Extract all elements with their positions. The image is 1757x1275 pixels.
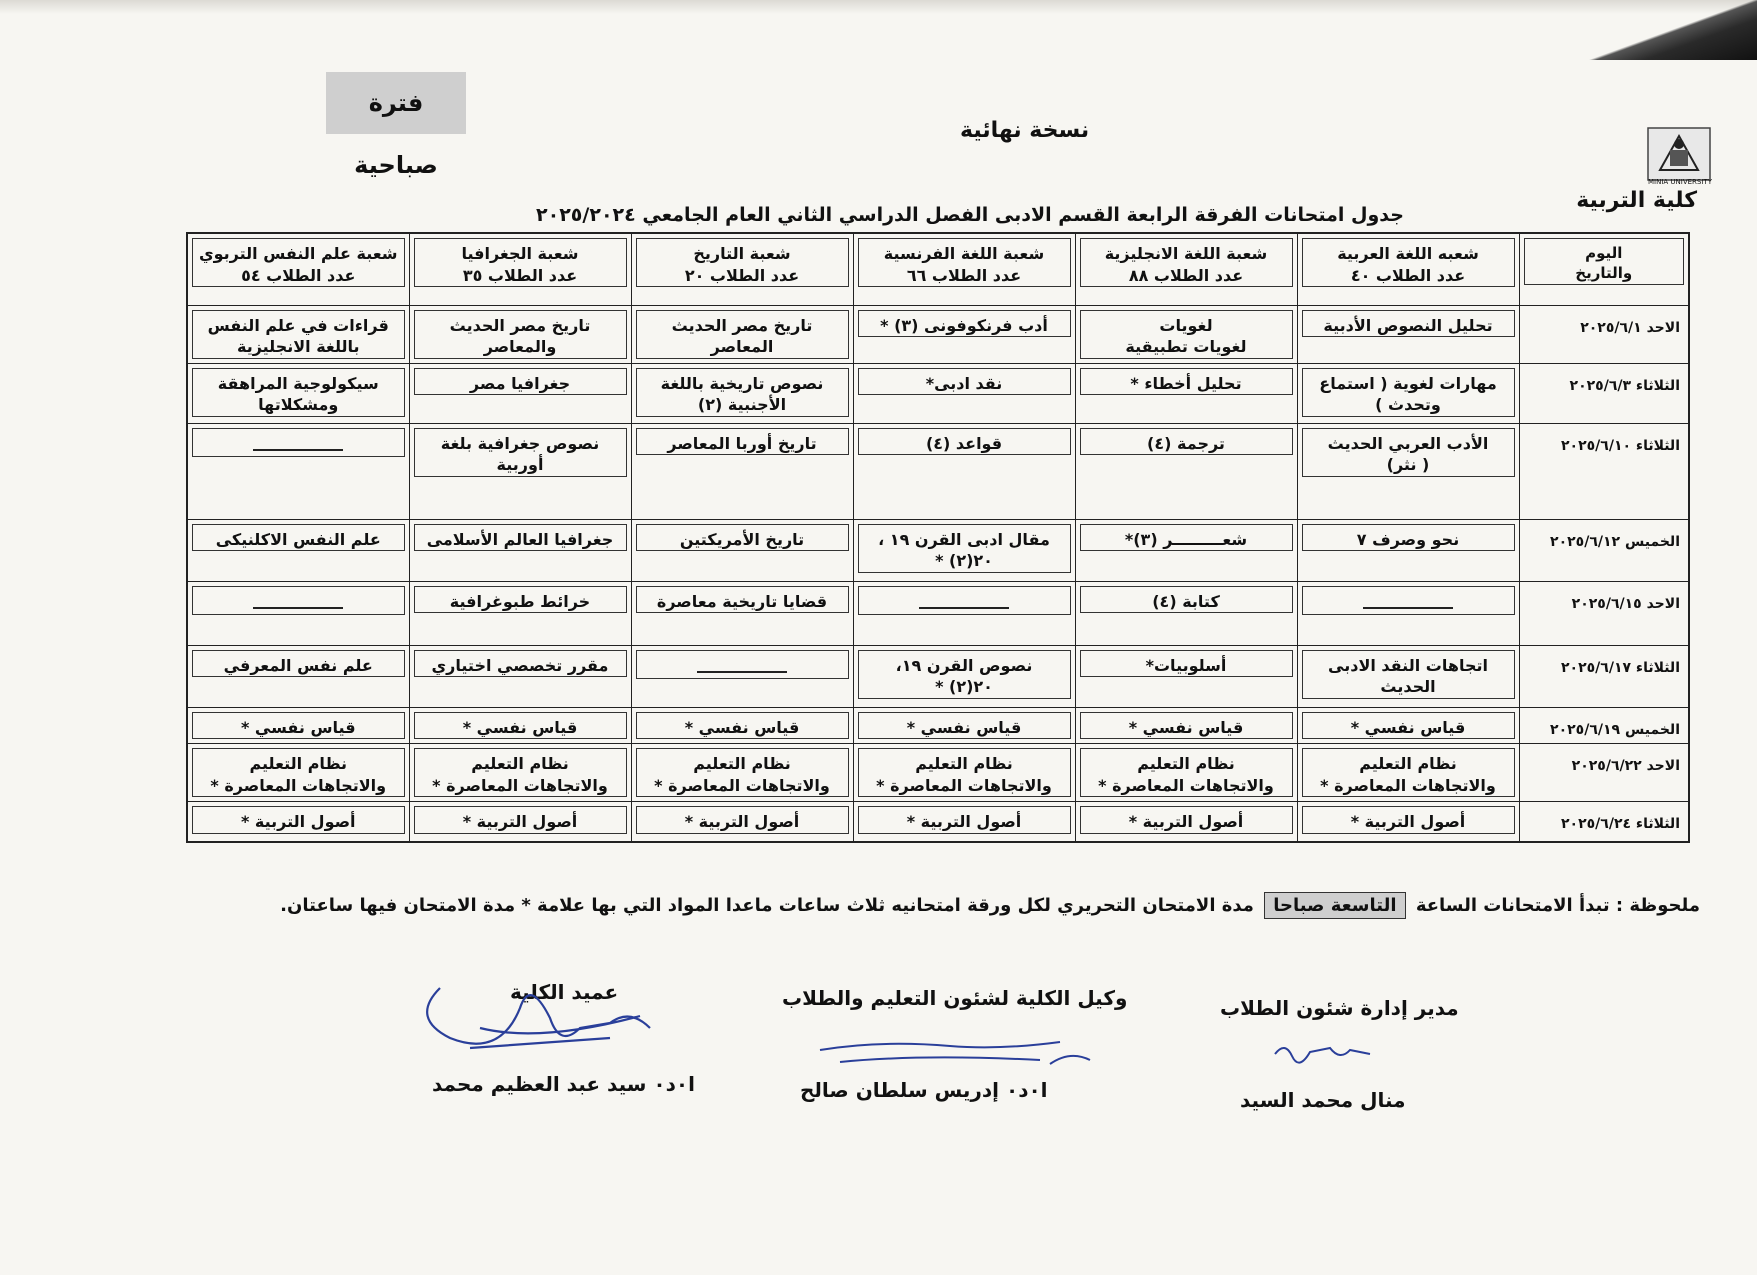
students-affairs-name: منال محمد السيد bbox=[1240, 1088, 1406, 1112]
dash-line bbox=[1363, 607, 1453, 609]
day-date-cell bbox=[1519, 645, 1689, 707]
table-row bbox=[187, 581, 1689, 645]
exam-cell bbox=[1075, 423, 1297, 519]
exam-cell bbox=[631, 707, 853, 744]
exam-cell bbox=[1297, 645, 1519, 707]
exam-cell bbox=[187, 519, 409, 581]
exam-cell bbox=[409, 707, 631, 744]
day-date-cell bbox=[1519, 363, 1689, 423]
exam-cell bbox=[1297, 581, 1519, 645]
table-row bbox=[187, 363, 1689, 423]
exam-subject: أصول التربية * bbox=[636, 806, 849, 834]
table-row bbox=[187, 744, 1689, 802]
dean-signature bbox=[410, 968, 680, 1078]
exam-subject: تاريخ مصر الحديث والمعاصر bbox=[414, 310, 627, 359]
exam-note bbox=[240, 892, 1700, 919]
exam-subject: نقد ادبى* bbox=[858, 368, 1071, 396]
exam-subject: نظام التعليم والاتجاهات المعاصرة * bbox=[636, 748, 849, 797]
exam-table bbox=[186, 232, 1690, 843]
exam-subject: أسلوبيات* bbox=[1080, 650, 1293, 678]
version-label: نسخة نهائية bbox=[960, 118, 1090, 143]
exam-cell bbox=[1075, 645, 1297, 707]
vice-dean-title: وكيل الكلية لشئون التعليم والطلاب bbox=[782, 986, 1128, 1010]
exam-subject: تاريخ مصر الحديث المعاصر bbox=[636, 310, 849, 359]
college-name: كلية التربية bbox=[1576, 188, 1697, 213]
exam-cell bbox=[1297, 305, 1519, 363]
vice-dean-signature bbox=[800, 1020, 1100, 1080]
exam-subject: شعـــــــــر (٣)* bbox=[1080, 524, 1293, 552]
exam-subject: أصول التربية * bbox=[414, 806, 627, 834]
exam-subject: خرائط طبوغرافية bbox=[414, 586, 627, 614]
day-date-cell bbox=[1519, 423, 1689, 519]
dean-title: عميد الكلية bbox=[510, 980, 619, 1004]
exam-subject: جغرافيا العالم الأسلامى bbox=[414, 524, 627, 552]
exam-subject: قضايا تاريخية معاصرة bbox=[636, 586, 849, 614]
table-row bbox=[187, 305, 1689, 363]
exam-cell bbox=[1297, 519, 1519, 581]
university-logo bbox=[1646, 126, 1712, 182]
no-exam-dash bbox=[192, 428, 405, 458]
page-corner-fold bbox=[1547, 0, 1757, 60]
exam-cell bbox=[1297, 423, 1519, 519]
exam-subject: اتجاهات النقد الادبى الحديث bbox=[1302, 650, 1515, 699]
dash-line bbox=[697, 671, 787, 673]
no-exam-dash bbox=[858, 586, 1071, 616]
exam-subject: الأدب العربي الحديث ( نثر) bbox=[1302, 428, 1515, 477]
exam-cell bbox=[631, 363, 853, 423]
day-date-label: الثلاثاء ٢٠٢٥/٦/١٧ bbox=[1561, 659, 1680, 676]
shift-label: فترة صباحية bbox=[326, 72, 466, 134]
day-date-label: الاحد ٢٠٢٥/٦/٢٢ bbox=[1571, 758, 1680, 775]
day-date-cell bbox=[1519, 707, 1689, 744]
exam-cell bbox=[631, 423, 853, 519]
exam-subject: أصول التربية * bbox=[1302, 806, 1515, 834]
exam-subject: تحليل النصوص الأدبية bbox=[1302, 310, 1515, 338]
exam-cell bbox=[1075, 363, 1297, 423]
students-affairs-title: مدير إدارة شئون الطلاب bbox=[1220, 996, 1459, 1020]
exam-subject: سيكولوجية المراهقة ومشكلاتها bbox=[192, 368, 405, 417]
exam-cell bbox=[1075, 305, 1297, 363]
exam-subject: لغويات لغويات تطبيقية bbox=[1080, 310, 1293, 359]
exam-cell bbox=[631, 519, 853, 581]
column-header-label: شعبة علم النفس التربوي عدد الطلاب ٥٤ bbox=[192, 238, 405, 287]
day-date-label: الاحد ٢٠٢٥/٦/١ bbox=[1580, 319, 1680, 336]
dean-name: ا٠د٠ سيد عبد العظيم محمد bbox=[432, 1072, 695, 1096]
exam-cell bbox=[409, 802, 631, 842]
exam-subject: جغرافيا مصر bbox=[414, 368, 627, 396]
exam-subject: ترجمة (٤) bbox=[1080, 428, 1293, 456]
exam-subject: أصول التربية * bbox=[1080, 806, 1293, 834]
exam-subject: نظام التعليم والاتجاهات المعاصرة * bbox=[858, 748, 1071, 797]
exam-subject: أصول التربية * bbox=[192, 806, 405, 834]
exam-cell bbox=[187, 707, 409, 744]
day-date-cell bbox=[1519, 519, 1689, 581]
exam-cell bbox=[1075, 744, 1297, 802]
exam-subject: نظام التعليم والاتجاهات المعاصرة * bbox=[414, 748, 627, 797]
exam-subject: مقال ادبى القرن ١٩ ، ٢٠(٢) * bbox=[858, 524, 1071, 573]
exam-subject: نظام التعليم والاتجاهات المعاصرة * bbox=[1302, 748, 1515, 797]
exam-cell bbox=[187, 802, 409, 842]
exam-subject: قياس نفسي * bbox=[1080, 712, 1293, 740]
exam-subject: تاريخ الأمريكتين bbox=[636, 524, 849, 552]
column-header bbox=[1297, 233, 1519, 305]
exam-cell bbox=[1297, 707, 1519, 744]
column-header bbox=[631, 233, 853, 305]
exam-cell bbox=[1297, 802, 1519, 842]
exam-cell bbox=[187, 744, 409, 802]
exam-cell bbox=[853, 423, 1075, 519]
exam-subject: قياس نفسي * bbox=[858, 712, 1071, 740]
table-row bbox=[187, 423, 1689, 519]
exam-subject: علم النفس الاكلنيكى bbox=[192, 524, 405, 552]
exam-subject: مهارات لغوية ( استماع وتحدث ) bbox=[1302, 368, 1515, 417]
schedule-title: جدول امتحانات الفرقة الرابعة القسم الادبى الفصل الدراسي الثاني العام الجامعي ٢٠٢٥/٢٠٢٤ bbox=[536, 204, 1404, 226]
exam-cell bbox=[631, 645, 853, 707]
exam-cell bbox=[409, 645, 631, 707]
exam-subject: قياس نفسي * bbox=[636, 712, 849, 740]
dash-line bbox=[253, 607, 343, 609]
day-date-cell bbox=[1519, 802, 1689, 842]
column-header bbox=[187, 233, 409, 305]
exam-subject: تحليل أخطاء * bbox=[1080, 368, 1293, 396]
students-affairs-signature bbox=[1270, 1036, 1380, 1066]
exam-cell bbox=[409, 581, 631, 645]
exam-cell bbox=[631, 581, 853, 645]
note-suffix: مدة الامتحان التحريري لكل ورقة امتحانيه ثلاث ساعات ماعدا المواد التي بها علامة * مدة الامتحان فيها ساعتان. bbox=[280, 895, 1254, 916]
exam-cell bbox=[631, 802, 853, 842]
column-header bbox=[1075, 233, 1297, 305]
day-date-cell bbox=[1519, 305, 1689, 363]
exam-cell bbox=[409, 363, 631, 423]
column-header-label: شعبة اللغة الفرنسية عدد الطلاب ٦٦ bbox=[858, 238, 1071, 287]
exam-cell bbox=[853, 707, 1075, 744]
exam-cell bbox=[187, 363, 409, 423]
exam-cell bbox=[853, 744, 1075, 802]
scan-edge bbox=[0, 0, 1757, 14]
dash-line bbox=[253, 449, 343, 451]
column-header-label: شعبه اللغة العربية عدد الطلاب ٤٠ bbox=[1302, 238, 1515, 287]
column-header bbox=[409, 233, 631, 305]
exam-subject: مقرر تخصصي اختياري bbox=[414, 650, 627, 678]
exam-subject: تاريخ أوربا المعاصر bbox=[636, 428, 849, 456]
column-header-label: شعبة الجغرافيا عدد الطلاب ٣٥ bbox=[414, 238, 627, 287]
start-time-box: التاسعة صباحا bbox=[1264, 892, 1405, 919]
day-date-label: الخميس ٢٠٢٥/٦/١٢ bbox=[1550, 533, 1680, 550]
exam-cell bbox=[1075, 519, 1297, 581]
exam-subject: نحو وصرف ٧ bbox=[1302, 524, 1515, 552]
column-header bbox=[1519, 233, 1689, 305]
exam-cell bbox=[409, 519, 631, 581]
day-date-label: الثلاثاء ٢٠٢٥/٦/١٠ bbox=[1561, 437, 1680, 454]
exam-cell bbox=[1297, 363, 1519, 423]
exam-subject: قياس نفسي * bbox=[192, 712, 405, 740]
exam-subject: أدب فرنكوفونى (٣) * bbox=[858, 310, 1071, 338]
exam-cell bbox=[853, 519, 1075, 581]
exam-subject: نصوص القرن ١٩، ٢٠(٢) * bbox=[858, 650, 1071, 699]
dash-line bbox=[919, 607, 1009, 609]
exam-cell bbox=[1075, 707, 1297, 744]
day-date-label: الثلاثاء ٢٠٢٥/٦/٢٤ bbox=[1561, 816, 1680, 833]
no-exam-dash bbox=[636, 650, 849, 680]
exam-cell bbox=[187, 645, 409, 707]
table-row bbox=[187, 519, 1689, 581]
exam-cell bbox=[1075, 581, 1297, 645]
exam-subject: قياس نفسي * bbox=[1302, 712, 1515, 740]
exam-cell bbox=[853, 363, 1075, 423]
exam-cell bbox=[1297, 744, 1519, 802]
day-date-label: الثلاثاء ٢٠٢٥/٦/٣ bbox=[1569, 377, 1680, 394]
exam-subject: نظام التعليم والاتجاهات المعاصرة * bbox=[1080, 748, 1293, 797]
exam-subject: قراءات في علم النفس باللغة الانجليزية bbox=[192, 310, 405, 359]
exam-cell bbox=[409, 305, 631, 363]
table-row bbox=[187, 645, 1689, 707]
table-header-row bbox=[187, 233, 1689, 305]
exam-subject: نصوص تاريخية باللغة الأجنبية (٢) bbox=[636, 368, 849, 417]
column-header-label: شعبة اللغة الانجليزية عدد الطلاب ٨٨ bbox=[1080, 238, 1293, 287]
day-date-label: الخميس ٢٠٢٥/٦/١٩ bbox=[1550, 721, 1680, 738]
exam-subject: علم نفس المعرفي bbox=[192, 650, 405, 678]
exam-cell bbox=[853, 645, 1075, 707]
column-header-label: شعبة التاريخ عدد الطلاب ٢٠ bbox=[636, 238, 849, 287]
no-exam-dash bbox=[192, 586, 405, 616]
exam-cell bbox=[853, 581, 1075, 645]
day-date-label: الاحد ٢٠٢٥/٦/١٥ bbox=[1571, 595, 1680, 612]
column-header-label: اليوم والتاريخ bbox=[1524, 238, 1685, 285]
exam-cell bbox=[187, 305, 409, 363]
column-header bbox=[853, 233, 1075, 305]
exam-cell bbox=[409, 423, 631, 519]
exam-cell bbox=[631, 744, 853, 802]
table-row bbox=[187, 707, 1689, 744]
vice-dean-name: ا٠د٠ إدريس سلطان صالح bbox=[800, 1078, 1048, 1102]
exam-subject: قياس نفسي * bbox=[414, 712, 627, 740]
exam-subject: كتابة (٤) bbox=[1080, 586, 1293, 614]
logo-caption: MINIA UNIVERSITY bbox=[1648, 178, 1712, 186]
no-exam-dash bbox=[1302, 586, 1515, 616]
exam-subject: نظام التعليم والاتجاهات المعاصرة * bbox=[192, 748, 405, 797]
exam-subject: نصوص جغرافية بلغة أوربية bbox=[414, 428, 627, 477]
exam-cell bbox=[187, 423, 409, 519]
exam-cell bbox=[853, 802, 1075, 842]
exam-cell bbox=[409, 744, 631, 802]
exam-cell bbox=[187, 581, 409, 645]
day-date-cell bbox=[1519, 581, 1689, 645]
note-prefix: ملحوظة : تبدأ الامتحانات الساعة bbox=[1415, 895, 1700, 916]
exam-cell bbox=[631, 305, 853, 363]
exam-cell bbox=[853, 305, 1075, 363]
table-row bbox=[187, 802, 1689, 842]
exam-subject: قواعد (٤) bbox=[858, 428, 1071, 456]
exam-subject: أصول التربية * bbox=[858, 806, 1071, 834]
exam-cell bbox=[1075, 802, 1297, 842]
day-date-cell bbox=[1519, 744, 1689, 802]
